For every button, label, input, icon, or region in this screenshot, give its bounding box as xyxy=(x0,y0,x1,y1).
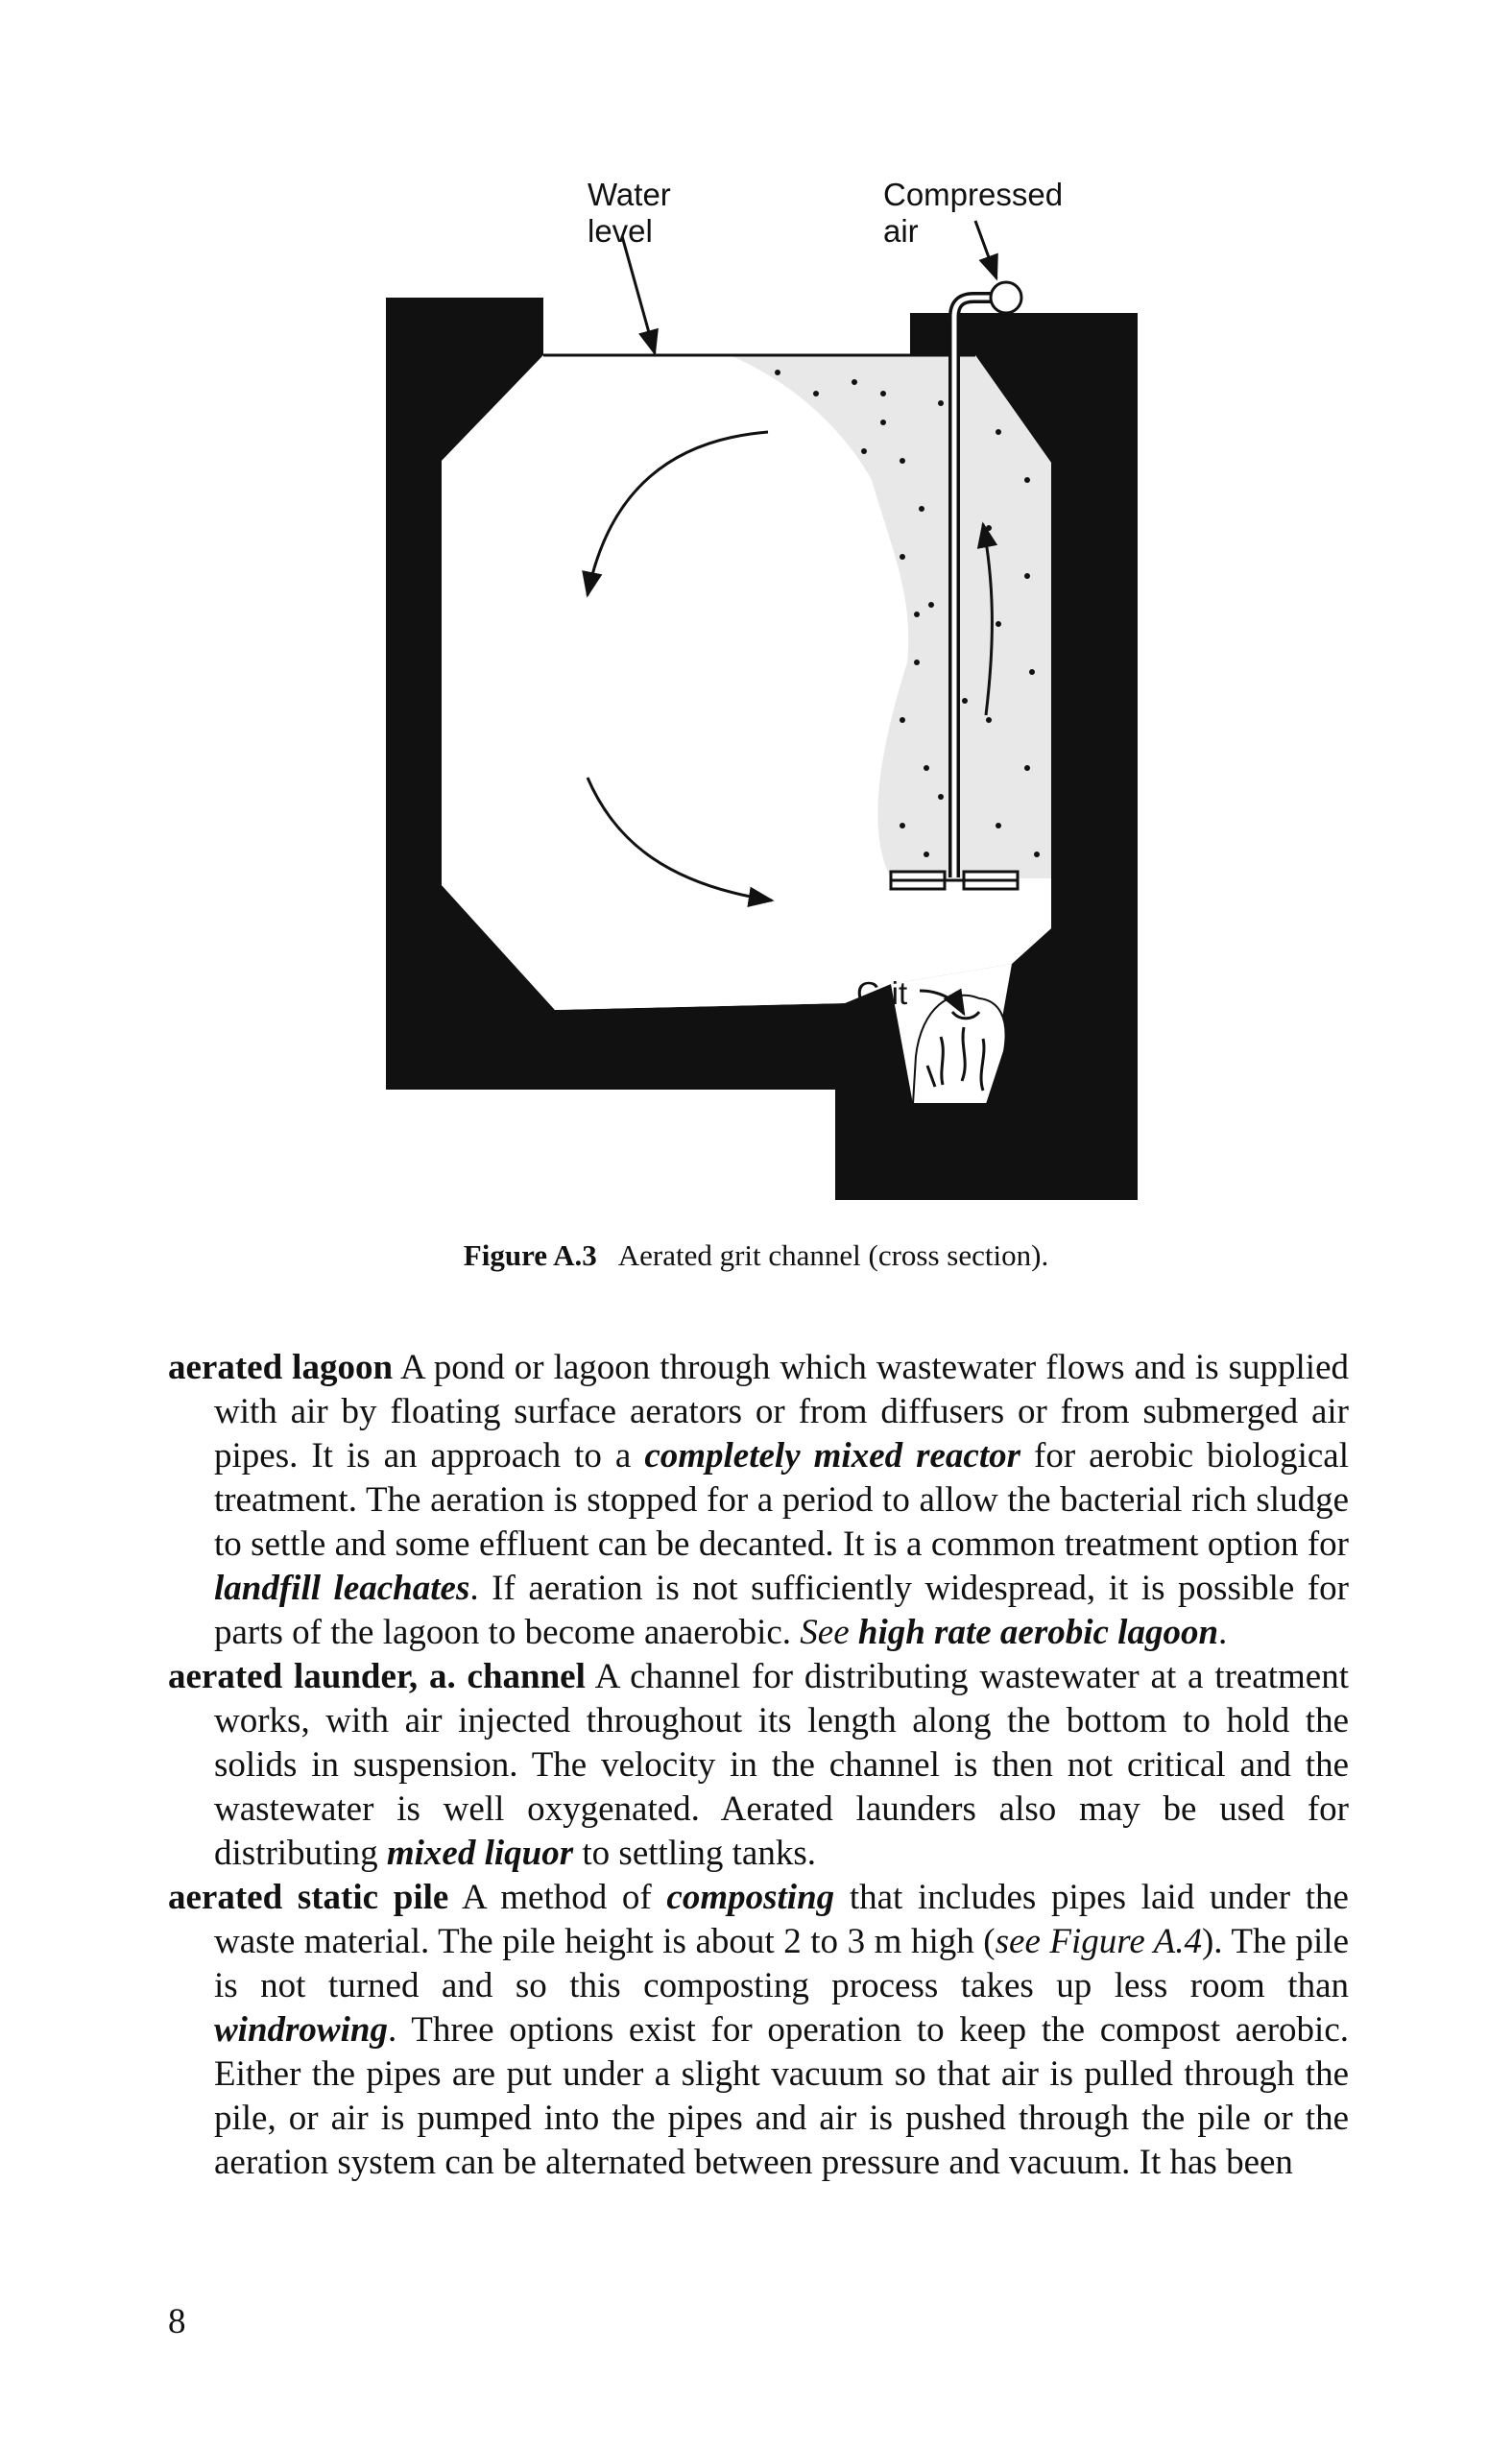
entry-text: to settling tanks. xyxy=(573,1834,816,1873)
page-number: 8 xyxy=(168,2302,186,2341)
glossary-body xyxy=(168,1346,1349,2185)
entry-term: aerated static pile xyxy=(168,1878,449,1917)
grit-channel-diagram xyxy=(365,163,1171,1219)
entry-aerated-lagoon xyxy=(168,1346,1349,1655)
water-level-label: Water level xyxy=(588,177,671,249)
entry-term: aerated launder, a. channel xyxy=(168,1657,586,1696)
entry-text: A pond or lagoon through which wastewater flows and is supplied with air by floating surface aerators or from diffusers or from submerged air pipes. It is an approach to a xyxy=(214,1348,1349,1476)
entry-text: . Three options exist for operation to keep the compost aerobic. Either the pipes are put under a slight vacuum so that air is pulled through the pile, or air is pumped into the pipes and air is pushed through the pile or the aeration system can be alternated between pressure and vacuum. It has been xyxy=(214,2010,1349,2182)
cross-reference: composting xyxy=(666,1878,835,1917)
see-label: See xyxy=(800,1613,858,1652)
figure-reference: see Figure A.4 xyxy=(995,1922,1202,1961)
cross-reference: high rate aerobic lagoon xyxy=(857,1613,1219,1652)
figure-caption xyxy=(0,1238,1512,1273)
entry-text: . xyxy=(1218,1613,1228,1652)
entry-text: ). The pile is not turned and so this composting process takes up less room than xyxy=(214,1922,1349,2005)
cross-reference: mixed liquor xyxy=(386,1834,574,1873)
entry-aerated-static-pile xyxy=(168,1876,1349,2185)
cross-reference: windrowing xyxy=(214,2010,388,2050)
figure-caption-text: Aerated grit channel (cross section). xyxy=(617,1238,1049,1272)
entry-text: for aerobic biological treatment. The aeration is stopped for a period to allow the bacterial rich sludge to settle and some effluent can be decanted. It is a common treatment option for xyxy=(214,1436,1350,1564)
cross-reference: landfill leachates xyxy=(214,1569,470,1608)
cross-reference: completely mixed reactor xyxy=(644,1436,1021,1476)
entry-text: A method of xyxy=(461,1878,667,1917)
compressed-air-label: Compressed air xyxy=(883,177,1064,249)
air-valve-icon xyxy=(991,282,1021,313)
figure-a3 xyxy=(365,163,1171,1219)
entry-text: A channel for distributing wastewater at a treatment works, with air injected throughout its length along the bottom to hold the solids in suspension. The velocity in the channel is then not critical and the wastewater is well oxygenated. Aerated launders also may be used for distributing xyxy=(214,1657,1349,1873)
entry-text: . If aeration is not sufficiently widespread, it is possible for parts of the lagoon to become anaerobic. xyxy=(214,1569,1350,1652)
water-level-leader xyxy=(622,236,655,353)
entry-aerated-launder xyxy=(168,1655,1349,1876)
figure-number: Figure A.3 xyxy=(463,1238,597,1272)
entry-term: aerated lagoon xyxy=(168,1348,394,1387)
grit-label: Grit xyxy=(856,975,908,1011)
entry-text: that includes pipes laid under the waste material. The pile height is about 2 to 3 m high ( xyxy=(214,1878,1349,1961)
